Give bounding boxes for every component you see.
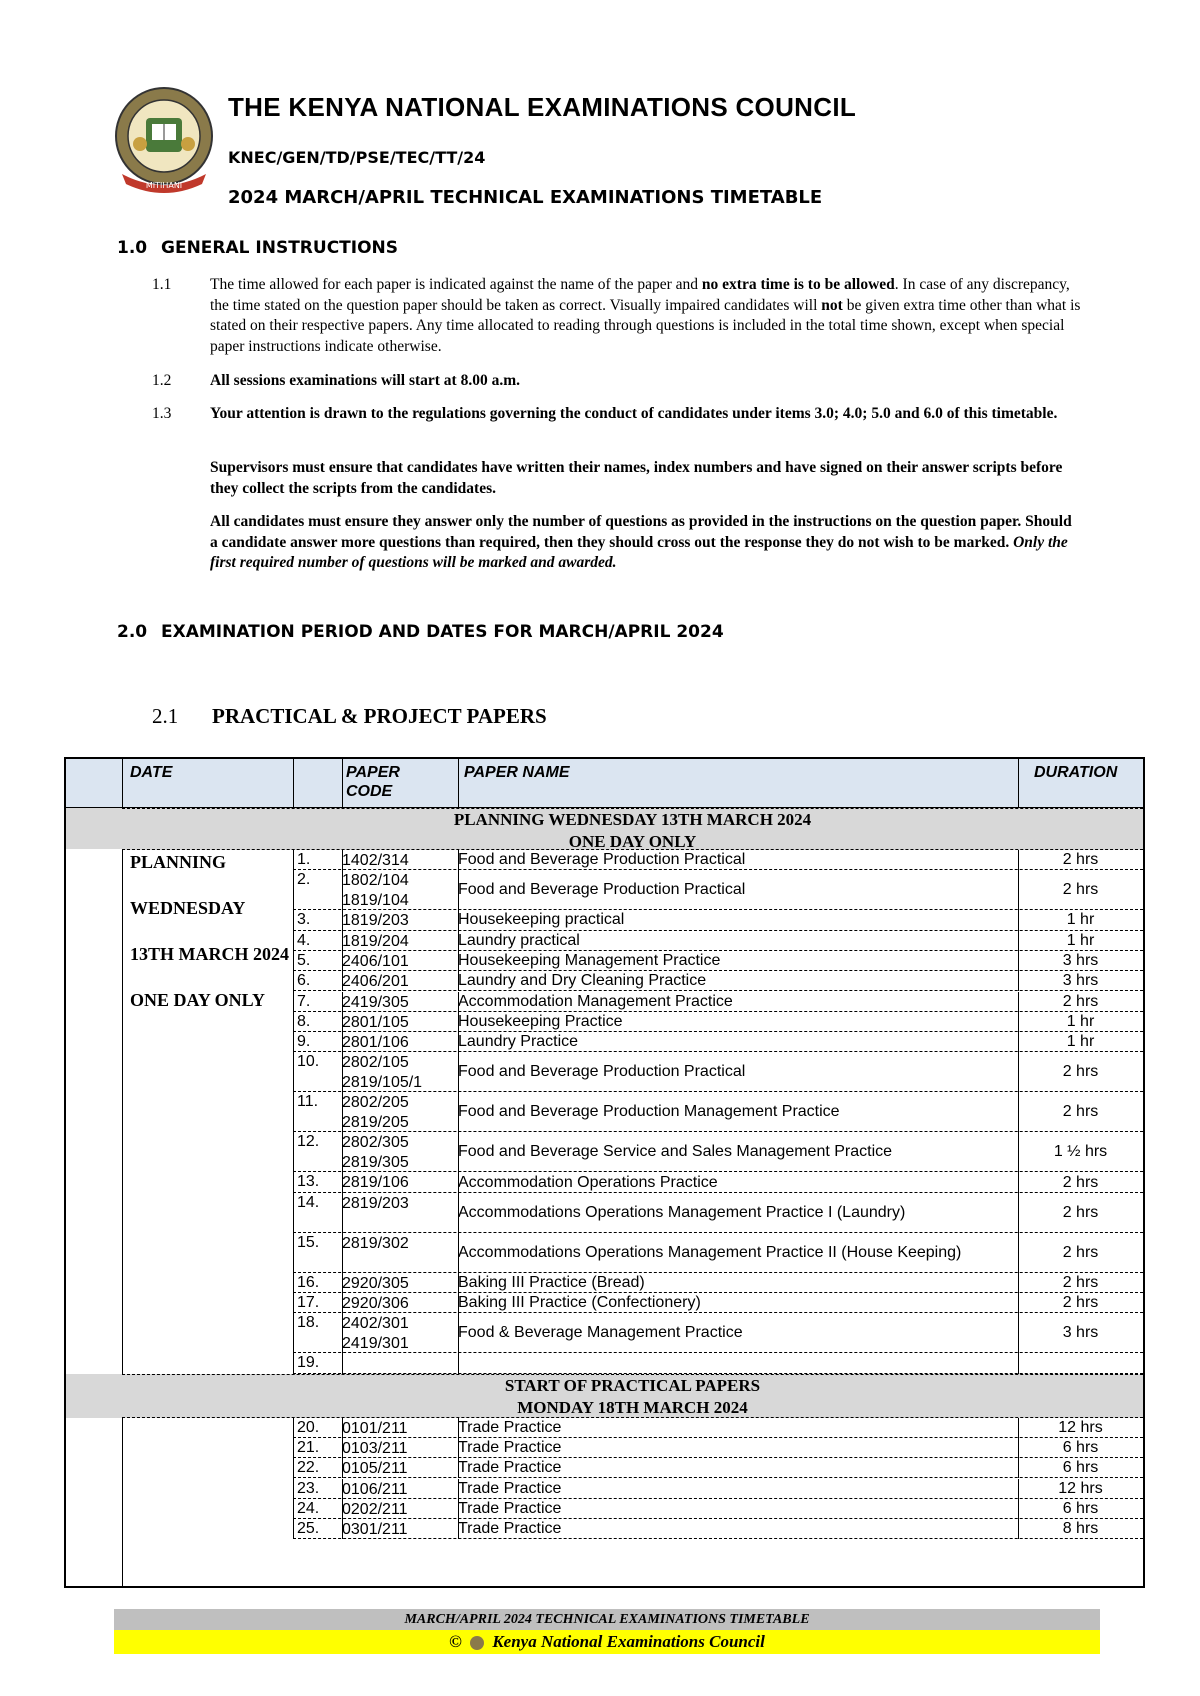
paper-code: 2920/306 [342,1295,409,1312]
table-row [293,1172,1143,1192]
row-number: 2. [297,871,311,889]
paper-duration: 12 hrs [1058,1418,1103,1436]
planning-day-label: PLANNING WEDNESDAY 13TH MARCH 2024 ONE DAY ONLY [130,852,289,1010]
paper-duration: 2 hrs [1062,992,1099,1010]
paper-code: 2406/101 [342,952,409,970]
paper-name: Food and Beverage Production Management Practice [458,1103,840,1121]
instruction-1-3: 1.3 Your attention is drawn to the regulations governing the conduct of candidates under items 3.0; 4.0; 5.0 and 6.0 of this timetable. [152,405,1058,422]
paper-duration: 2 hrs [1062,1103,1099,1121]
paper-code: 1802/104 1819/104 [342,872,409,910]
table-row [293,1132,1143,1172]
table-row [293,1499,1143,1519]
paper-name: Laundry Practice [458,1033,579,1051]
logo-ribbon-text: MITIHANI [145,181,183,190]
row-number: 11. [297,1093,319,1111]
paper-code: 2801/106 [342,1034,409,1052]
table-row [293,1519,1143,1539]
timetable-title: 2024 MARCH/APRIL TECHNICAL EXAMINATIONS TIMETABLE [228,187,823,208]
paper-duration: 3 hrs [1062,972,1099,990]
paper-name [458,1353,1018,1373]
paper-name: Food and Beverage Production Practical [458,1063,746,1081]
paper-code: 2819/302 [342,1234,409,1252]
row-number: 18. [297,1314,320,1332]
knec-logo-icon [112,84,216,200]
row-number: 23. [297,1479,320,1497]
table-row [293,850,1143,870]
paper-duration: 3 hrs [1062,1324,1099,1342]
table-row [293,1418,1143,1438]
paper-name: Accommodation Operations Practice [458,1173,718,1191]
paper-name: Accommodations Operations Management Practice I (Laundry) [458,1203,906,1221]
row-number: 25. [297,1520,320,1538]
row-number: 12. [297,1133,320,1151]
table-row [293,1273,1143,1293]
paper-duration: 2 hrs [1062,1063,1099,1081]
row-number: 22. [297,1459,320,1477]
paper-duration: 2 hrs [1062,851,1099,869]
paper-name: Laundry practical [458,931,580,949]
table-row [293,1458,1143,1478]
paper-name: Food and Beverage Production Practical [458,881,746,899]
table-row [293,931,1143,951]
paper-code: 0301/211 [342,1521,408,1539]
paper-code: 0202/211 [342,1500,408,1518]
paper-code: 1819/203 [342,912,409,930]
paper-duration: 6 hrs [1062,1499,1099,1517]
reference-code: KNEC/GEN/TD/PSE/TEC/TT/24 [228,148,486,167]
table-row [293,910,1143,930]
paper-name: Food and Beverage Production Practical [458,851,746,869]
planning-day-band: PLANNING WEDNESDAY 13TH MARCH 2024 ONE DAY ONLY [122,808,1143,850]
paper-code: 2819/203 [342,1194,409,1212]
paper-name: Housekeeping Management Practice [458,952,721,970]
paper-code: 2802/305 2819/305 [342,1134,409,1172]
paper-duration: 1 hr [1066,931,1095,949]
paper-code: 2920/305 [342,1274,409,1292]
table-row [293,870,1143,910]
table-row [293,1012,1143,1032]
table-row [293,1313,1143,1353]
table-row [293,992,1143,1012]
paper-duration: 6 hrs [1062,1459,1099,1477]
header-duration: DURATION [1034,764,1118,781]
organization-title: THE KENYA NATIONAL EXAMINATIONS COUNCIL [228,92,857,122]
paper-code: 2402/301 2419/301 [342,1315,409,1353]
paper-name: Housekeeping Practice [458,1012,623,1030]
paper-duration: 2 hrs [1062,881,1099,899]
paper-duration: 3 hrs [1062,952,1099,970]
paper-name: Trade Practice [458,1479,562,1497]
paper-code: 2419/305 [342,993,409,1011]
row-number: 6. [297,972,311,990]
paper-duration: 1 hr [1066,911,1095,929]
row-number: 21. [297,1438,320,1456]
paper-code: 2406/201 [342,973,409,991]
paper-code: 1819/204 [342,932,409,950]
row-number: 4. [297,931,311,949]
table-row [293,1193,1143,1233]
paper-name: Baking III Practice (Confectionery) [458,1294,701,1312]
row-number: 9. [297,1033,311,1051]
paper-duration: 1 ½ hrs [1053,1143,1108,1161]
footer-copyright: © Kenya National Examinations Council [114,1630,1100,1654]
table-header [66,759,1143,808]
paper-code: 0105/211 [342,1460,408,1478]
paper-code: 2801/105 [342,1013,409,1031]
row-number: 1. [297,851,311,868]
paper-name: Baking III Practice (Bread) [458,1273,645,1291]
paper-code: 2802/205 2819/205 [342,1094,409,1132]
paper-name: Trade Practice [458,1520,562,1538]
paper-name: Trade Practice [458,1499,562,1517]
row-number: 24. [297,1499,320,1517]
table-row [293,1233,1143,1273]
table-row [293,1353,1143,1373]
paper-duration: 2 hrs [1062,1203,1099,1221]
row-number: 17. [297,1294,320,1311]
candidates-paragraph: All candidates must ensure they answer only the number of questions as provided in the instructions on the question paper. Should a candidate answer more questions than required, then they should cross out the response they do not wish to be marked. Only the first required number of questions will be marked and awarded. [210,513,1072,571]
paper-name: Food and Beverage Service and Sales Management Practice [458,1143,893,1161]
section-1-heading: 1.0 GENERAL INSTRUCTIONS [117,238,399,258]
table-row [293,1092,1143,1132]
paper-name: Accommodations Operations Management Practice II (House Keeping) [458,1243,962,1261]
supervisors-paragraph: Supervisors must ensure that candidates have written their names, index numbers and have signed on their answer scripts before they collect the scripts from the candidates. [210,459,1063,497]
paper-duration: 1 hr [1066,1012,1095,1030]
footer-title: MARCH/APRIL 2024 TECHNICAL EXAMINATIONS TIMETABLE [114,1609,1100,1630]
table-row [293,1052,1143,1092]
row-number: 5. [297,951,311,969]
row-number: 3. [297,911,311,929]
paper-code: 2802/105 2819/105/1 [342,1054,423,1092]
row-number: 19. [297,1354,320,1372]
row-number: 20. [297,1418,320,1436]
row-number: 8. [297,1012,311,1030]
paper-duration: 6 hrs [1062,1439,1099,1457]
paper-name: Laundry and Dry Cleaning Practice [458,972,707,990]
row-number: 14. [297,1193,320,1211]
paper-name: Housekeeping practical [458,911,625,929]
row-number: 7. [297,992,311,1010]
instruction-1-2: 1.2 All sessions examinations will start at 8.00 a.m. [152,372,520,389]
paper-duration: 1 hr [1066,1033,1095,1051]
paper-name: Food & Beverage Management Practice [458,1324,743,1342]
paper-code: 1402/314 [342,852,409,869]
instruction-1-1: 1.1 The time allowed for each paper is indicated against the name of the paper and no extra time is to be allowed. In case of any discrepancy, the time stated on the question paper should be taken as correct. Visually impaired candidates will not be given extra time other than what is stated on their respective papers. Any time allocated to reading through questions is included in the total time shown, except when special paper instructions indicate otherwise. [152,276,1081,355]
row-number: 16. [297,1273,320,1291]
paper-duration: 2 hrs [1062,1294,1099,1312]
paper-duration: 8 hrs [1062,1520,1099,1538]
paper-code: 0101/211 [342,1419,408,1437]
timetable-table [64,757,1145,1588]
row-number: 13. [297,1173,320,1191]
paper-name: Trade Practice [458,1459,562,1477]
paper-duration: 2 hrs [1062,1273,1099,1291]
paper-name: Trade Practice [458,1439,562,1457]
row-number: 15. [297,1233,320,1251]
header-paper-code: PAPER CODE [346,764,400,800]
table-row [293,1479,1143,1499]
row-number: 10. [297,1053,320,1071]
header-paper-name: PAPER NAME [464,764,570,781]
knec-mini-logo-icon [470,1636,484,1650]
table-row [293,971,1143,991]
paper-code: 2819/106 [342,1174,409,1192]
practical-start-band: START OF PRACTICAL PAPERS MONDAY 18TH MARCH 2024 [122,1374,1143,1418]
paper-duration: 2 hrs [1062,1243,1099,1261]
paper-name: Trade Practice [458,1418,562,1436]
table-row [293,1293,1143,1313]
header-date: DATE [130,764,173,781]
paper-name: Accommodation Management Practice [458,992,733,1010]
table-row [293,1032,1143,1052]
paper-duration: 2 hrs [1062,1173,1099,1191]
paper-code: 0106/211 [342,1480,408,1498]
paper-duration [1018,1353,1143,1373]
paper-duration: 12 hrs [1058,1479,1103,1497]
table-row [293,951,1143,971]
paper-code: 0103/211 [342,1439,408,1457]
section-2-heading: 2.0 EXAMINATION PERIOD AND DATES FOR MARCH/APRIL 2024 [117,622,724,642]
subsection-2-1-heading: 2.1 PRACTICAL & PROJECT PAPERS [152,704,547,728]
table-row [293,1438,1143,1458]
